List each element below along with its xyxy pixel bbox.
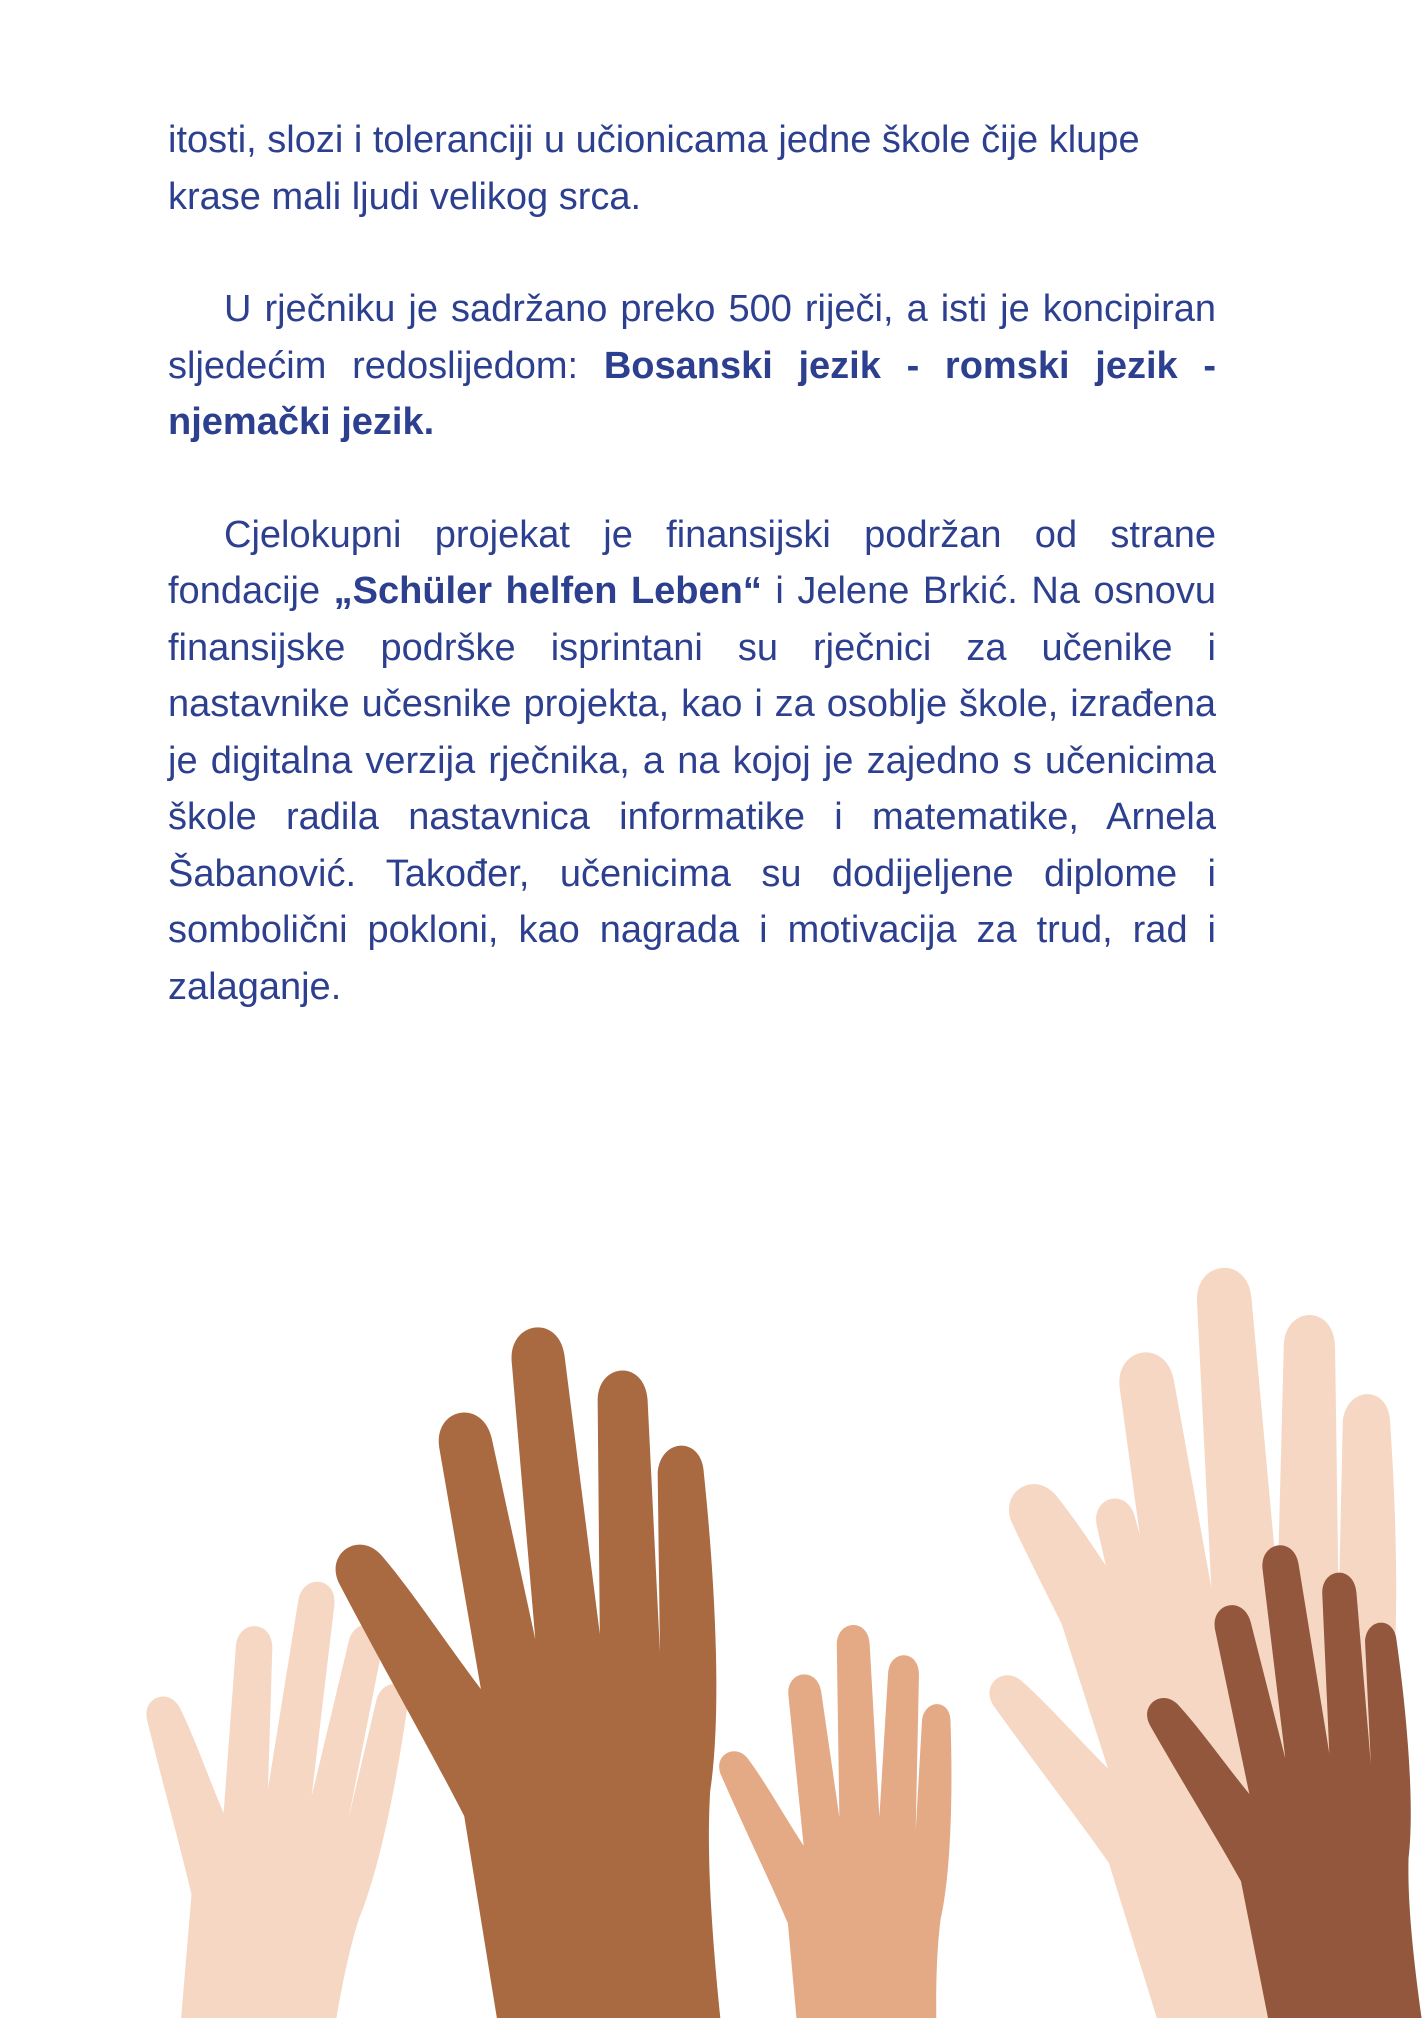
- paragraph-1-text: itosti, slozi i toleranciji u učionicama jedne škole čije klupe krase mali ljudi velikog srca.: [168, 119, 1140, 218]
- language-order: Bosanski jezik - romski jezik - njemački jezik.: [168, 344, 1217, 443]
- paragraph-3-text-b: i Jelene Brkić. Na osnovu finansijske podrške isprintani su rječnici za učenike i nastavnike učesnike projekta, kao i za osoblje škole, izrađena je digitalna verzija rječnika, a na kojoj je zajedno s učenicima škole radila nastavnica informatike i matematike, Arnela Šabanović. Također, učenicima su dodijeljene diplome i sombolični pokloni, kao nagrada i motivacija za trud, rad i zalaganje.: [168, 570, 1216, 1008]
- tan-hand-middle: [710, 1619, 976, 2018]
- paragraph-3-text-a: Cjelokupni projekat je finansijski podržan od strane fondacije: [168, 513, 1216, 612]
- paragraph-3: [168, 507, 1216, 1016]
- paragraph-2: [168, 281, 1216, 451]
- foundation-name: „Schüler helfen Leben“: [333, 570, 762, 612]
- body-text: [168, 112, 1216, 1071]
- paragraph-2-text: U rječniku je sadržano preko 500 riječi, a isti je koncipiran sljedećim redoslijedom:: [168, 288, 1216, 387]
- paragraph-1: [168, 112, 1216, 225]
- raised-hands-illustration: [0, 1240, 1428, 2018]
